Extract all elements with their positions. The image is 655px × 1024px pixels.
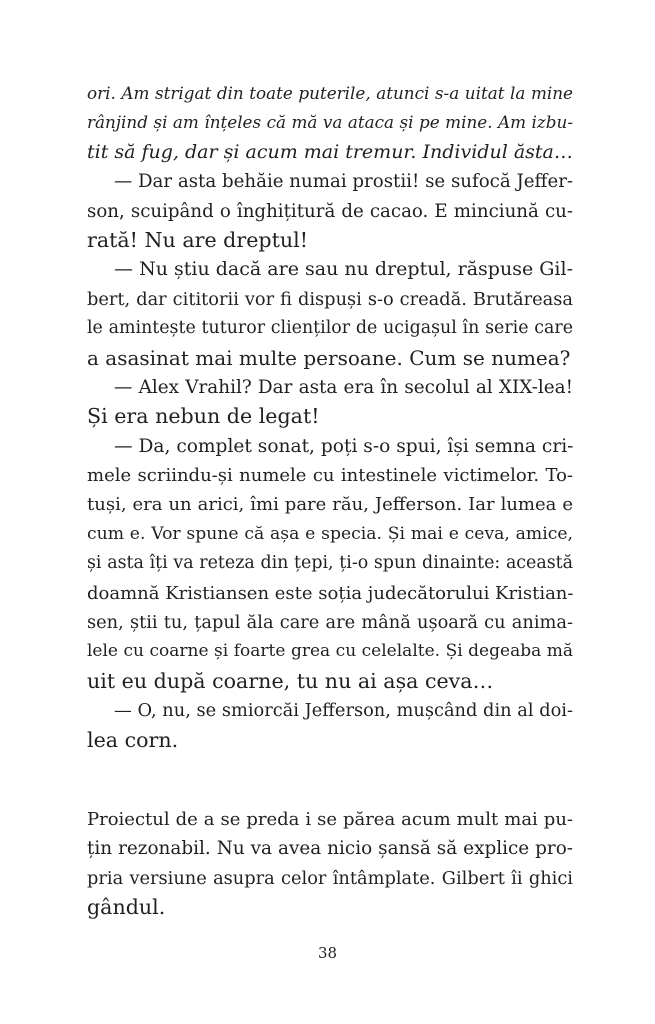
text-line: — Dar asta behăie numai prostii! se sufocă Jeffer- [114, 171, 574, 193]
paragraph [87, 805, 573, 923]
text-line: a asasinat mai multe persoane. Cum se numea? [87, 345, 571, 370]
text-line: pria versiune asupra celor întâmplate. Gilbert îi ghici [87, 867, 573, 889]
text-line: rânjind și am înțeles că mă va ataca și pe mine. Am izbu- [87, 112, 573, 133]
text-line: și asta îți va reteza din țepi, ți-o spun dinainte: această [87, 553, 573, 574]
text-line: — O, nu, se smiorcăi Jefferson, mușcând din al doi- [114, 700, 573, 722]
paragraph-gap [87, 755, 573, 805]
text-line: cum e. Vor spune că așa e specia. Și mai e ceva, amice, [87, 523, 573, 544]
text-line: lele cu coarne și foarte grea cu celelalte. Și degeaba mă [87, 641, 573, 662]
text-line: uit eu după coarne, tu nu ai așa ceva… [87, 668, 494, 693]
text-line: bert, dar cititorii vor fi dispuși s-o creadă. Brutăreasa [87, 288, 573, 310]
text-line: ori. Am strigat din toate puterile, atunci s-a uitat la mine [87, 83, 573, 103]
paragraph [87, 167, 573, 255]
text-line: rată! Nu are dreptul! [87, 227, 308, 252]
text-line: — Nu știu dacă are sau nu dreptul, răspuse Gil- [114, 258, 573, 281]
text-line: mele scriindu-și numele cu intestinele victimelor. To- [87, 465, 573, 487]
text-line: le amintește tuturor clienților de ucigașul în serie care [87, 318, 573, 339]
text-line: lea corn. [87, 727, 179, 752]
paragraph [87, 373, 573, 432]
text-line: țin rezonabil. Nu va avea nicio șansă să explice pro- [87, 838, 573, 860]
page-text [87, 79, 573, 923]
text-line: — Da, complet sonat, poți s-o spui, își semna cri- [114, 435, 574, 457]
text-line: tuși, era un arici, îmi pare rău, Jefferson. Iar lumea e [87, 494, 573, 516]
text-line: Și era nebun de legat! [87, 404, 320, 429]
paragraph [87, 696, 573, 755]
text-line: Proiectul de a se preda i se părea acum mult mai pu- [87, 808, 573, 830]
text-line: gândul. [87, 895, 166, 920]
text-line: — Alex Vrahil? Dar asta era în secolul al XIX-lea! [114, 376, 573, 398]
text-line: tit să fug, dar și acum mai tremur. Individul ăsta… [87, 140, 573, 163]
text-line: doamnă Kristiansen este soția judecătorului Kristian- [87, 582, 574, 604]
page-number: 38 [317, 944, 338, 962]
text-line: son, scuipând o înghițitură de cacao. E minciună cu- [87, 200, 573, 222]
paragraph [87, 79, 573, 167]
paragraph [87, 432, 573, 697]
paragraph [87, 255, 573, 373]
text-line: sen, știi tu, țapul ăla care are mână ușoară cu anima- [87, 612, 573, 634]
